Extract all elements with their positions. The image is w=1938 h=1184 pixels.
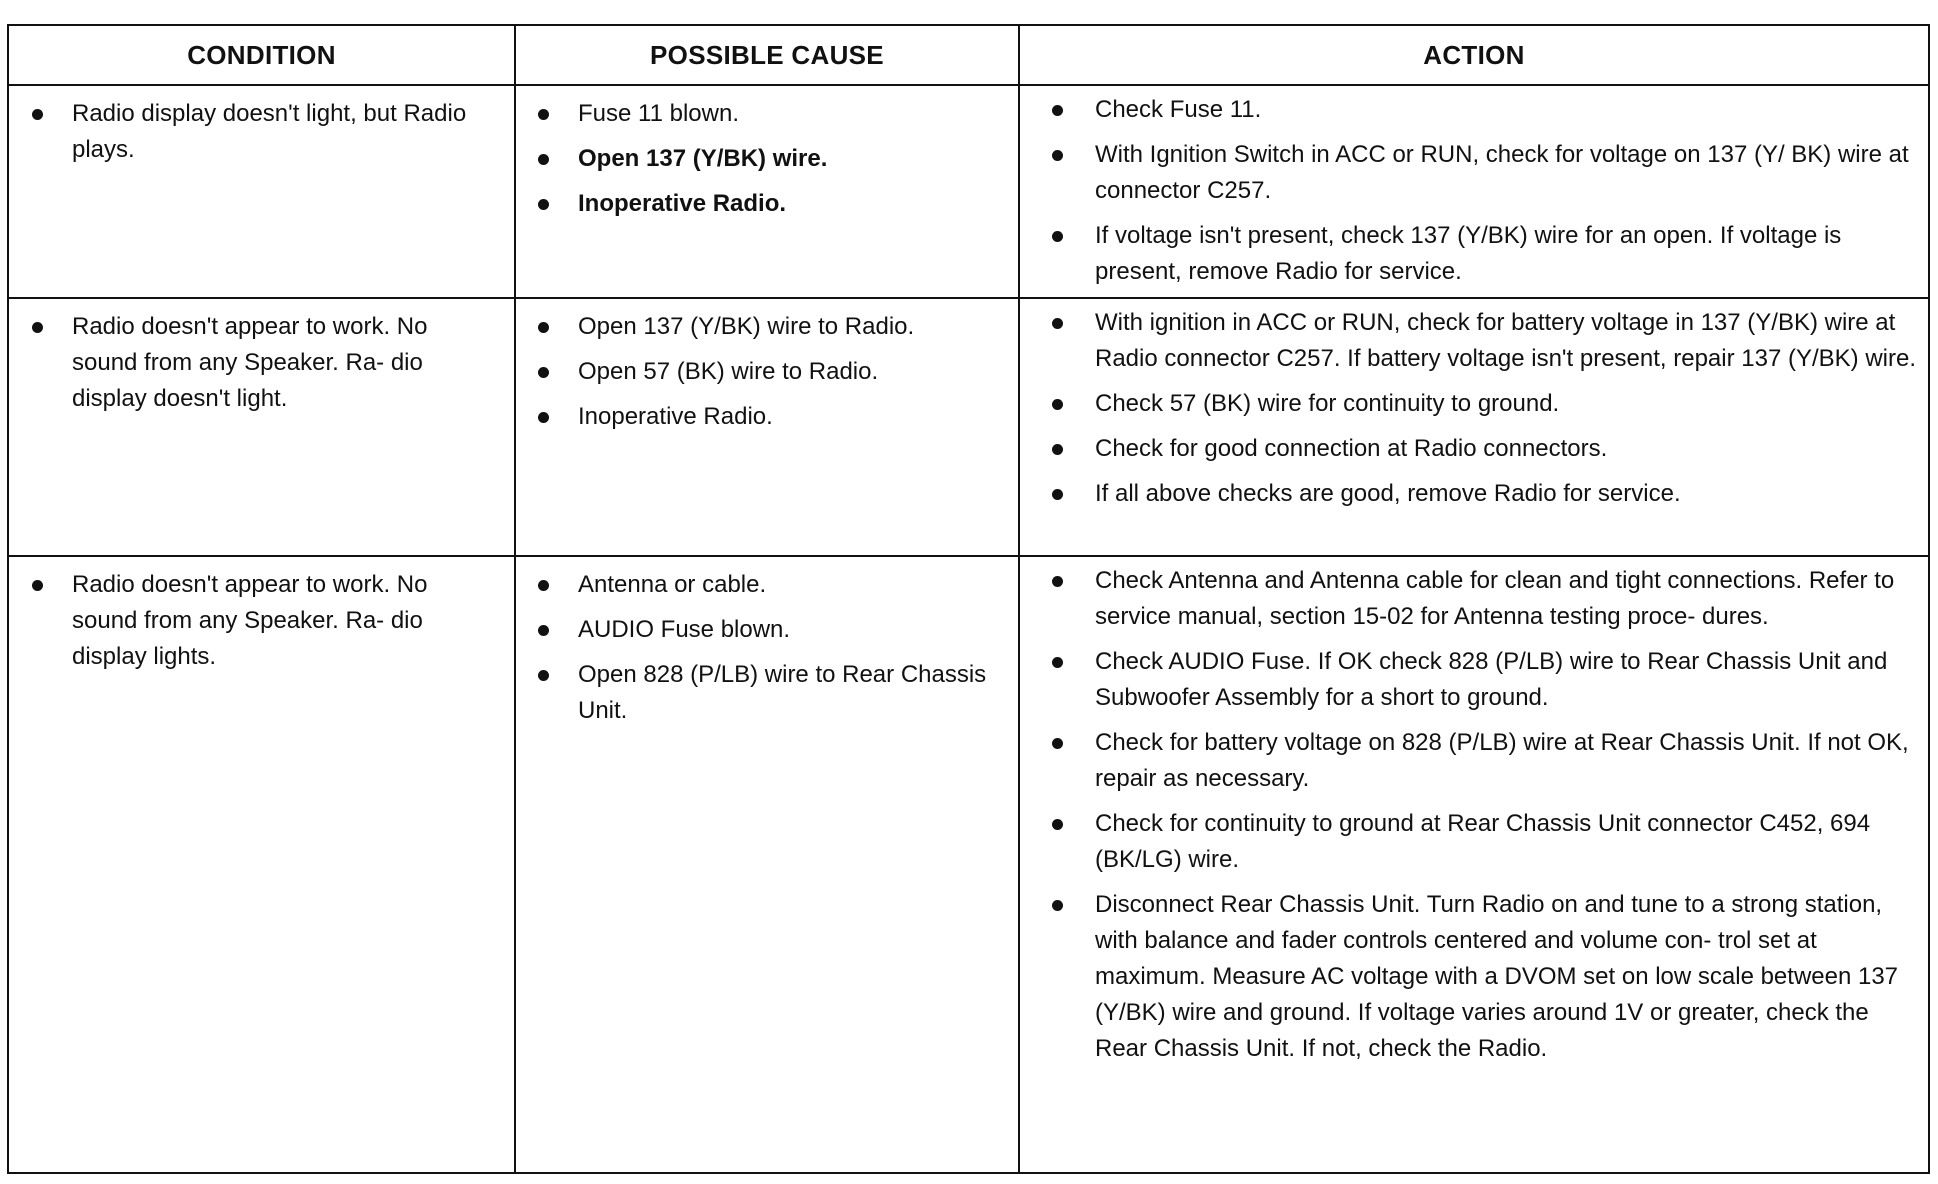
bullet-icon <box>538 322 549 333</box>
list-item <box>538 354 998 390</box>
list-item <box>32 309 494 417</box>
list-item <box>538 96 998 132</box>
condition-text: Radio doesn't appear to work. No sound from any Speaker. Ra- dio display doesn't light. <box>72 313 428 412</box>
cause-text: Open 137 (Y/BK) wire to Radio. <box>578 313 915 340</box>
bullet-icon <box>538 367 549 378</box>
bullet-icon <box>1052 900 1063 911</box>
list-item <box>538 657 998 729</box>
condition-text: Radio display doesn't light, but Radio plays. <box>72 100 467 163</box>
action-text: Check for continuity to ground at Rear Chassis Unit connector C452, 694 (BK/LG) wire. <box>1095 810 1871 873</box>
list-item <box>1052 137 1920 209</box>
list-item <box>1052 386 1920 422</box>
bullet-icon <box>538 670 549 681</box>
list-item <box>1052 218 1920 290</box>
header-condition <box>9 26 516 86</box>
row-1-cause <box>516 86 1020 299</box>
action-text: Check for good connection at Radio connectors. <box>1095 435 1608 462</box>
list-item <box>1052 563 1920 635</box>
header-action <box>1020 26 1928 86</box>
list-item <box>1052 644 1920 716</box>
list-item <box>538 399 998 435</box>
action-text: Check for battery voltage on 828 (P/LB) wire at Rear Chassis Unit. If not OK, repair as necessary. <box>1095 729 1909 792</box>
list-item <box>32 96 494 168</box>
cause-text: Antenna or cable. <box>578 571 767 598</box>
bullet-icon <box>538 199 549 210</box>
bullet-icon <box>1052 150 1063 161</box>
cause-text: Fuse 11 blown. <box>578 100 739 127</box>
header-possible-cause <box>516 26 1020 86</box>
row-2-condition <box>9 299 516 557</box>
row-1-condition <box>9 86 516 299</box>
header-action-label: ACTION <box>1423 39 1525 70</box>
cause-text: Inoperative Radio. <box>578 190 787 217</box>
row-2-action <box>1020 299 1928 557</box>
list-item <box>1052 92 1920 128</box>
bullet-icon <box>1052 399 1063 410</box>
cause-text: Open 137 (Y/BK) wire. <box>578 145 828 172</box>
bullet-icon <box>1052 489 1063 500</box>
action-text: Disconnect Rear Chassis Unit. Turn Radio on and tune to a strong station, with balance and fader controls centered and volume con- trol set at maximum. Measure AC voltage with a DVOM set on low scale between 137 (Y/BK) wire and ground. If voltage varies around 1V or greater, check the Rear Chassis Unit. If not, check the Radio. <box>1095 891 1899 1062</box>
row-3-condition <box>9 557 516 1172</box>
action-text: If voltage isn't present, check 137 (Y/BK) wire for an open. If voltage is present, remove Radio for service. <box>1095 222 1842 285</box>
bullet-icon <box>1052 231 1063 242</box>
list-item <box>538 612 998 648</box>
list-item <box>1052 806 1920 878</box>
list-item <box>538 186 998 222</box>
cause-text: Inoperative Radio. <box>578 403 773 430</box>
list-item <box>1052 725 1920 797</box>
bullet-icon <box>1052 657 1063 668</box>
bullet-icon <box>1052 105 1063 116</box>
list-item <box>538 141 998 177</box>
list-item <box>1052 431 1920 467</box>
condition-text: Radio doesn't appear to work. No sound from any Speaker. Ra- dio display lights. <box>72 571 428 670</box>
bullet-icon <box>538 109 549 120</box>
action-text: If all above checks are good, remove Radio for service. <box>1095 480 1681 507</box>
action-text: With Ignition Switch in ACC or RUN, check for voltage on 137 (Y/ BK) wire at connector C257. <box>1095 141 1909 204</box>
action-text: Check 57 (BK) wire for continuity to ground. <box>1095 390 1560 417</box>
action-text: With ignition in ACC or RUN, check for battery voltage in 137 (Y/BK) wire at Radio connector C257. If battery voltage isn't present, repair 137 (Y/BK) wire. <box>1095 309 1916 372</box>
bullet-icon <box>538 625 549 636</box>
bullet-icon <box>1052 576 1063 587</box>
cause-text: Open 828 (P/LB) wire to Rear Chassis Unit. <box>578 661 987 724</box>
bullet-icon <box>538 412 549 423</box>
row-3-cause <box>516 557 1020 1172</box>
list-item <box>538 567 998 603</box>
list-item <box>32 567 494 675</box>
action-text: Check Antenna and Antenna cable for clean and tight connections. Refer to service manual, section 15-02 for Antenna testing proce- dures. <box>1095 567 1895 630</box>
header-condition-label: CONDITION <box>187 39 336 70</box>
list-item <box>1052 887 1920 1067</box>
bullet-icon <box>1052 444 1063 455</box>
bullet-icon <box>1052 738 1063 749</box>
list-item <box>1052 305 1920 377</box>
bullet-icon <box>1052 318 1063 329</box>
bullet-icon <box>32 580 43 591</box>
action-text: Check AUDIO Fuse. If OK check 828 (P/LB) wire to Rear Chassis Unit and Subwoofer Assembly for a short to ground. <box>1095 648 1888 711</box>
action-text: Check Fuse 11. <box>1095 96 1262 123</box>
bullet-icon <box>32 322 43 333</box>
cause-text: Open 57 (BK) wire to Radio. <box>578 358 879 385</box>
cause-text: AUDIO Fuse blown. <box>578 616 791 643</box>
bullet-icon <box>1052 819 1063 830</box>
bullet-icon <box>538 580 549 591</box>
row-1-action <box>1020 86 1928 299</box>
row-3-action <box>1020 557 1928 1172</box>
bullet-icon <box>32 109 43 120</box>
header-cause-label: POSSIBLE CAUSE <box>650 39 884 70</box>
list-item <box>1052 476 1920 512</box>
row-2-cause <box>516 299 1020 557</box>
list-item <box>538 309 998 345</box>
troubleshooting-table <box>7 24 1930 1174</box>
bullet-icon <box>538 154 549 165</box>
